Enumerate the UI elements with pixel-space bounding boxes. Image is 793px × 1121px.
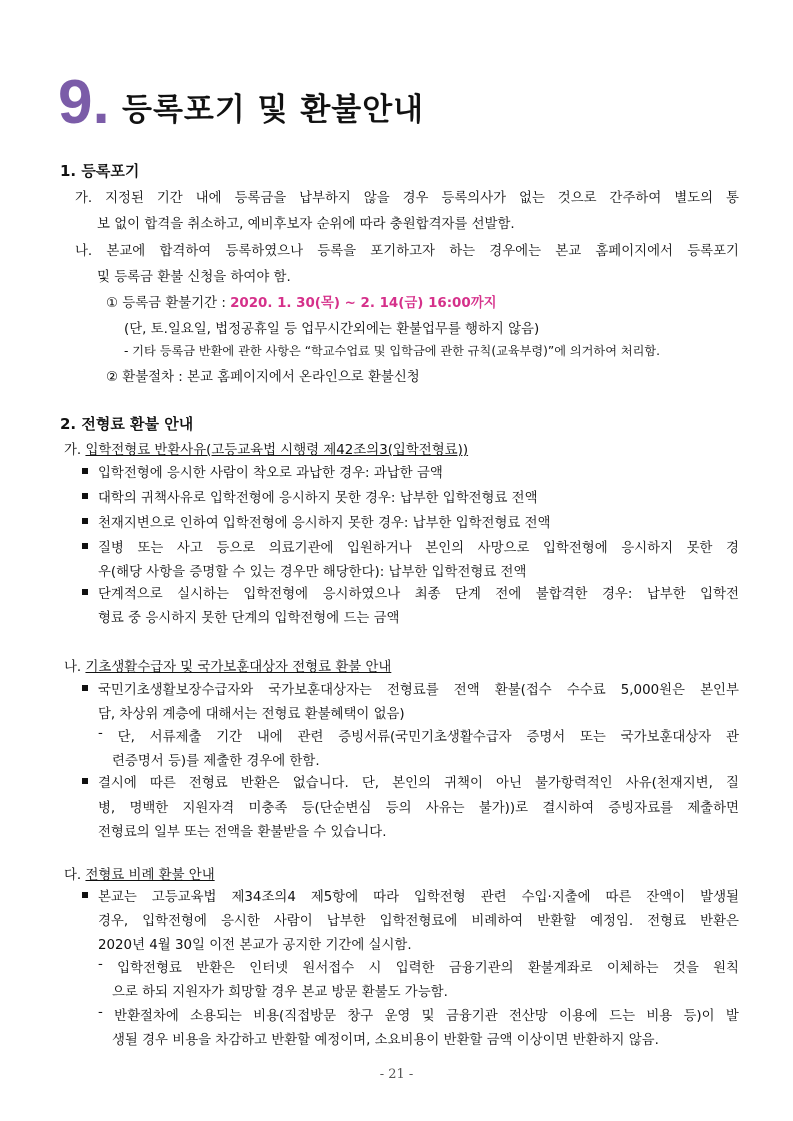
s2-na-prefix: 나. [64, 660, 86, 675]
bullet-icon [82, 892, 88, 898]
s1-na-line1: 나. 본교에 합격하여 등록하였으나 등록을 포기하고자 하는 경우에는 본교 홈페이지에서 등록포기 [75, 244, 739, 259]
refund-period-item [106, 292, 497, 311]
refund-period-dates: 2020. 1. 30(목) ~ 2. 14(금) 16:00까지 [230, 296, 497, 311]
s2-na-bullet-2-line1: 결시에 따른 전형료 반환은 없습니다. 단, 본인의 귀책이 아닌 불가항력적인 사유(천재지변, 질 [98, 776, 739, 791]
s2-na-bullet-1-line2: 담, 차상위 계층에 대해서는 전형료 환불혜택이 없음) [98, 707, 405, 722]
s2-ga-bullet-2: 대학의 귀책사유로 입학전형에 응시하지 못한 경우: 납부한 입학전형료 전액 [98, 491, 538, 506]
s2-ga-bullet-3: 천재지변으로 인하여 입학전형에 응시하지 못한 경우: 납부한 입학전형료 전액 [98, 516, 551, 531]
refund-rule-note: - 기타 등록금 반환에 관한 사항은 “학교수업료 및 입학금에 관한 규칙(교육부령)”에 의거하여 처리함. [124, 344, 661, 358]
s2-ga-bullet-5-line1: 단계적으로 실시하는 입학전형에 응시하였으나 최종 단계 전에 불합격한 경우: 납부한 입학전 [98, 587, 739, 602]
refund-period-label: ① 등록금 환불기간 : [106, 296, 231, 311]
section-1-heading: 1. 등록포기 [60, 162, 140, 180]
s2-ga-heading [64, 439, 468, 458]
s2-da-dash-1-line1: - 입학전형료 반환은 인터넷 원서접수 시 입력한 금융기관의 환불계좌로 이체하는 것을 원칙 [98, 957, 739, 976]
bullet-icon [82, 778, 88, 784]
s2-da-heading [64, 864, 215, 883]
s2-ga-bullet-5-line2: 형료 중 응시하지 못한 단계의 입학전형에 드는 금액 [98, 611, 400, 626]
s1-ga-line2: 보 없이 합격을 취소하고, 예비후보자 순위에 따라 충원합격자를 선발함. [97, 217, 515, 232]
s2-da-prefix: 다. [64, 868, 86, 883]
s2-na-bullet-2-line3: 전형료의 일부 또는 전액을 환불받을 수 있습니다. [98, 825, 387, 840]
section-number: 9. [58, 68, 110, 137]
s2-da-dash-2-line2: 생될 경우 비용을 차감하고 반환할 예정이며, 소요비용이 반환할 금액 이상이면 반환하지 않음. [112, 1033, 659, 1048]
s2-na-bullet-1-line1: 국민기초생활보장수급자와 국가보훈대상자는 전형료를 전액 환불(접수 수수료 5,000원은 본인부 [98, 683, 739, 698]
bullet-icon [82, 589, 88, 595]
s2-na-dash-1-line1: - 단, 서류제출 기간 내에 관련 증빙서류(국민기초생활수급자 증명서 또는 국가보훈대상자 관 [98, 726, 739, 745]
s2-ga-bullet-4-line2: 우(해당 사항을 증명할 수 있는 경우만 해당한다): 납부한 입학전형료 전액 [98, 565, 527, 580]
s1-na-line2: 및 등록금 환불 신청을 하여야 함. [97, 270, 291, 285]
page-number: - 21 - [379, 1067, 414, 1082]
s2-na-title: 기초생활수급자 및 국가보훈대상자 전형료 환불 안내 [85, 660, 392, 675]
s2-da-bullet-1-line1: 본교는 고등교육법 제34조의4 제5항에 따라 입학전형 관련 수입·지출에 따른 잔액이 발생될 [98, 890, 739, 905]
s2-na-heading [64, 656, 391, 675]
bullet-icon [82, 493, 88, 499]
section-2-heading: 2. 전형료 환불 안내 [60, 415, 194, 433]
bullet-icon [82, 468, 88, 474]
s2-ga-bullet-4-line1: 질병 또는 사고 등으로 의료기관에 입원하거나 본인의 사망으로 입학전형에 응시하지 못한 경 [98, 541, 739, 556]
s2-da-dash-2-line1: - 반환절차에 소용되는 비용(직접방문 창구 운영 및 금융기관 전산망 이용에 드는 비용 등)이 발 [98, 1005, 739, 1024]
s2-ga-bullet-1: 입학전형에 응시한 사람이 착오로 과납한 경우: 과납한 금액 [98, 466, 443, 481]
page-title: 등록포기 및 환불안내 [122, 92, 425, 128]
s2-na-dash-1-line2: 련증명서 등)를 제출한 경우에 한함. [112, 754, 320, 769]
bullet-icon [82, 685, 88, 691]
bullet-icon [82, 543, 88, 549]
s1-ga-line1: 가. 지정된 기간 내에 등록금을 납부하지 않을 경우 등록의사가 없는 것으로 간주하여 별도의 통 [75, 191, 739, 206]
s2-da-title: 전형료 비례 환불 안내 [85, 868, 215, 883]
s2-da-bullet-1-line2: 경우, 입학전형에 응시한 사람이 납부한 입학전형료에 비례하여 반환할 예정임. 전형료 반환은 [98, 914, 739, 929]
s2-ga-prefix: 가. [64, 443, 86, 458]
s2-da-bullet-1-line3: 2020년 4월 30일 이전 본교가 공지한 기간에 실시함. [98, 938, 412, 953]
s2-ga-title: 입학전형료 반환사유(고등교육법 시행령 제42조의3(입학전형료)) [85, 443, 469, 458]
refund-period-note: (단, 토.일요일, 법정공휴일 등 업무시간외에는 환불업무를 행하지 않음) [124, 322, 540, 337]
bullet-icon [82, 518, 88, 524]
s2-na-bullet-2-line2: 병, 명백한 지원자격 미충족 등(단순변심 등의 사유는 불가))로 결시하여 증빙자료를 제출하면 [98, 801, 739, 816]
refund-procedure-item: ② 환불절차 : 본교 홈페이지에서 온라인으로 환불신청 [106, 370, 420, 385]
s2-da-dash-1-line2: 으로 하되 지원자가 희망할 경우 본교 방문 환불도 가능함. [112, 985, 448, 1000]
